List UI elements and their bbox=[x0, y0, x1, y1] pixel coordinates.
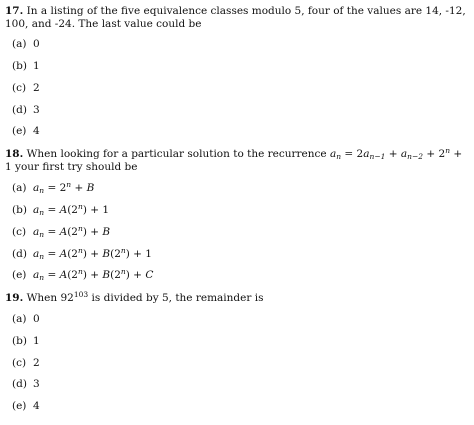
option-label: (d) bbox=[12, 378, 27, 390]
math-var: B bbox=[102, 226, 111, 238]
math-sup: n bbox=[445, 146, 451, 155]
math-text: = 2 bbox=[44, 182, 67, 194]
math-var: a bbox=[33, 248, 40, 260]
question-19-option-e[interactable] bbox=[12, 400, 40, 413]
option-label: (b) bbox=[12, 335, 27, 347]
math-text: (2 bbox=[67, 248, 78, 260]
question-17-text: In a listing of the five equivalence classes modulo 5, four of the values are 14, -12, 100, and -24. The last value could be bbox=[5, 5, 466, 30]
math-var: A bbox=[59, 226, 68, 238]
math-sup: n bbox=[77, 246, 83, 255]
math-sub: n bbox=[39, 186, 45, 195]
math-sub: n bbox=[39, 252, 45, 261]
math-sub: n bbox=[39, 230, 45, 239]
option-value: 0 bbox=[33, 313, 40, 325]
option-value: 0 bbox=[33, 38, 40, 50]
question-19-option-b[interactable] bbox=[12, 335, 40, 348]
math-sub: n−2 bbox=[407, 152, 424, 161]
math-text: + bbox=[71, 182, 87, 194]
math-var: a bbox=[33, 269, 40, 281]
question-18-option-c[interactable] bbox=[12, 226, 110, 239]
math-sup: n bbox=[77, 202, 83, 211]
question-19-option-d[interactable] bbox=[12, 378, 40, 391]
question-18-text-before: When looking for a particular solution to the recurrence bbox=[26, 148, 327, 160]
math-text: ) + bbox=[82, 226, 103, 238]
math-text: ) + bbox=[82, 248, 103, 260]
math-var: B bbox=[102, 248, 111, 260]
option-value: 3 bbox=[33, 378, 40, 390]
question-18-option-e[interactable] bbox=[12, 269, 153, 282]
question-17-option-c[interactable] bbox=[12, 82, 40, 95]
math-sup: n bbox=[77, 224, 83, 233]
question-17-option-a[interactable] bbox=[12, 38, 40, 51]
math-text: = bbox=[44, 269, 60, 281]
option-label: (a) bbox=[12, 182, 27, 194]
question-19-exponent: 103 bbox=[73, 290, 89, 299]
math-var: B bbox=[86, 182, 95, 194]
option-label: (e) bbox=[12, 400, 27, 412]
option-value: 1 bbox=[33, 335, 40, 347]
question-18-number: 18. bbox=[5, 148, 24, 160]
math-text: ) + bbox=[82, 269, 103, 281]
math-text: + 1 bbox=[5, 148, 463, 173]
option-label: (c) bbox=[12, 357, 27, 369]
math-var: a bbox=[33, 182, 40, 194]
question-19-number: 19. bbox=[5, 292, 24, 304]
math-text: (2 bbox=[67, 226, 78, 238]
question-17-number: 17. bbox=[5, 5, 24, 17]
option-label: (d) bbox=[12, 248, 27, 260]
math-sub: n bbox=[39, 208, 45, 217]
question-17-option-e[interactable] bbox=[12, 125, 40, 138]
math-sub: n bbox=[336, 152, 342, 161]
math-sup: n bbox=[120, 246, 126, 255]
question-18-option-d[interactable] bbox=[12, 248, 152, 261]
question-19-stem bbox=[5, 292, 467, 305]
question-18-option-b[interactable] bbox=[12, 204, 109, 217]
math-var: C bbox=[145, 269, 154, 281]
question-19-option-c[interactable] bbox=[12, 357, 40, 370]
question-19-text-after: is divided by 5, the remainder is bbox=[88, 292, 264, 304]
option-value: 3 bbox=[33, 104, 40, 116]
math-text: + 2 bbox=[423, 148, 446, 160]
math-text: = bbox=[44, 248, 60, 260]
math-var: a bbox=[33, 226, 40, 238]
math-text: ) + 1 bbox=[82, 204, 110, 216]
question-18-text-after: your first try should be bbox=[15, 161, 138, 173]
math-var: A bbox=[59, 248, 68, 260]
math-sub: n−1 bbox=[369, 152, 386, 161]
question-17-option-d[interactable] bbox=[12, 104, 40, 117]
option-value: 2 bbox=[33, 357, 40, 369]
math-text: = bbox=[44, 204, 60, 216]
option-label: (b) bbox=[12, 60, 27, 72]
option-value: 4 bbox=[33, 125, 40, 137]
option-label: (e) bbox=[12, 125, 27, 137]
option-value: 1 bbox=[33, 60, 40, 72]
math-sub: n bbox=[39, 273, 45, 282]
math-sup: n bbox=[77, 267, 83, 276]
question-18-option-a[interactable] bbox=[12, 182, 94, 195]
math-text: (2 bbox=[110, 269, 121, 281]
option-value: 4 bbox=[33, 400, 40, 412]
math-sup: n bbox=[120, 267, 126, 276]
math-var: a bbox=[363, 148, 370, 160]
question-19-option-a[interactable] bbox=[12, 313, 40, 326]
question-19-text-before: When 92 bbox=[26, 292, 74, 304]
option-label: (c) bbox=[12, 226, 27, 238]
math-var: B bbox=[102, 269, 111, 281]
math-text: ) + 1 bbox=[125, 248, 152, 260]
question-18-stem bbox=[5, 148, 467, 174]
math-text: = 2 bbox=[341, 148, 364, 160]
option-label: (e) bbox=[12, 269, 27, 281]
math-text: + bbox=[385, 148, 401, 160]
math-text: (2 bbox=[67, 269, 78, 281]
option-value: 2 bbox=[33, 82, 40, 94]
question-17-stem bbox=[5, 5, 467, 31]
option-label: (b) bbox=[12, 204, 27, 216]
math-text: (2 bbox=[67, 204, 78, 216]
option-label: (a) bbox=[12, 38, 27, 50]
option-label: (a) bbox=[12, 313, 27, 325]
math-var: A bbox=[59, 269, 68, 281]
math-var: a bbox=[400, 148, 408, 160]
question-17-option-b[interactable] bbox=[12, 60, 40, 73]
option-label: (d) bbox=[12, 104, 27, 116]
math-text: = bbox=[44, 226, 60, 238]
math-text: ) + bbox=[125, 269, 146, 281]
math-text: (2 bbox=[110, 248, 121, 260]
option-label: (c) bbox=[12, 82, 27, 94]
math-var: a bbox=[33, 204, 40, 216]
math-var: a bbox=[329, 148, 337, 160]
math-var: A bbox=[59, 204, 68, 216]
math-sup: n bbox=[66, 180, 72, 189]
